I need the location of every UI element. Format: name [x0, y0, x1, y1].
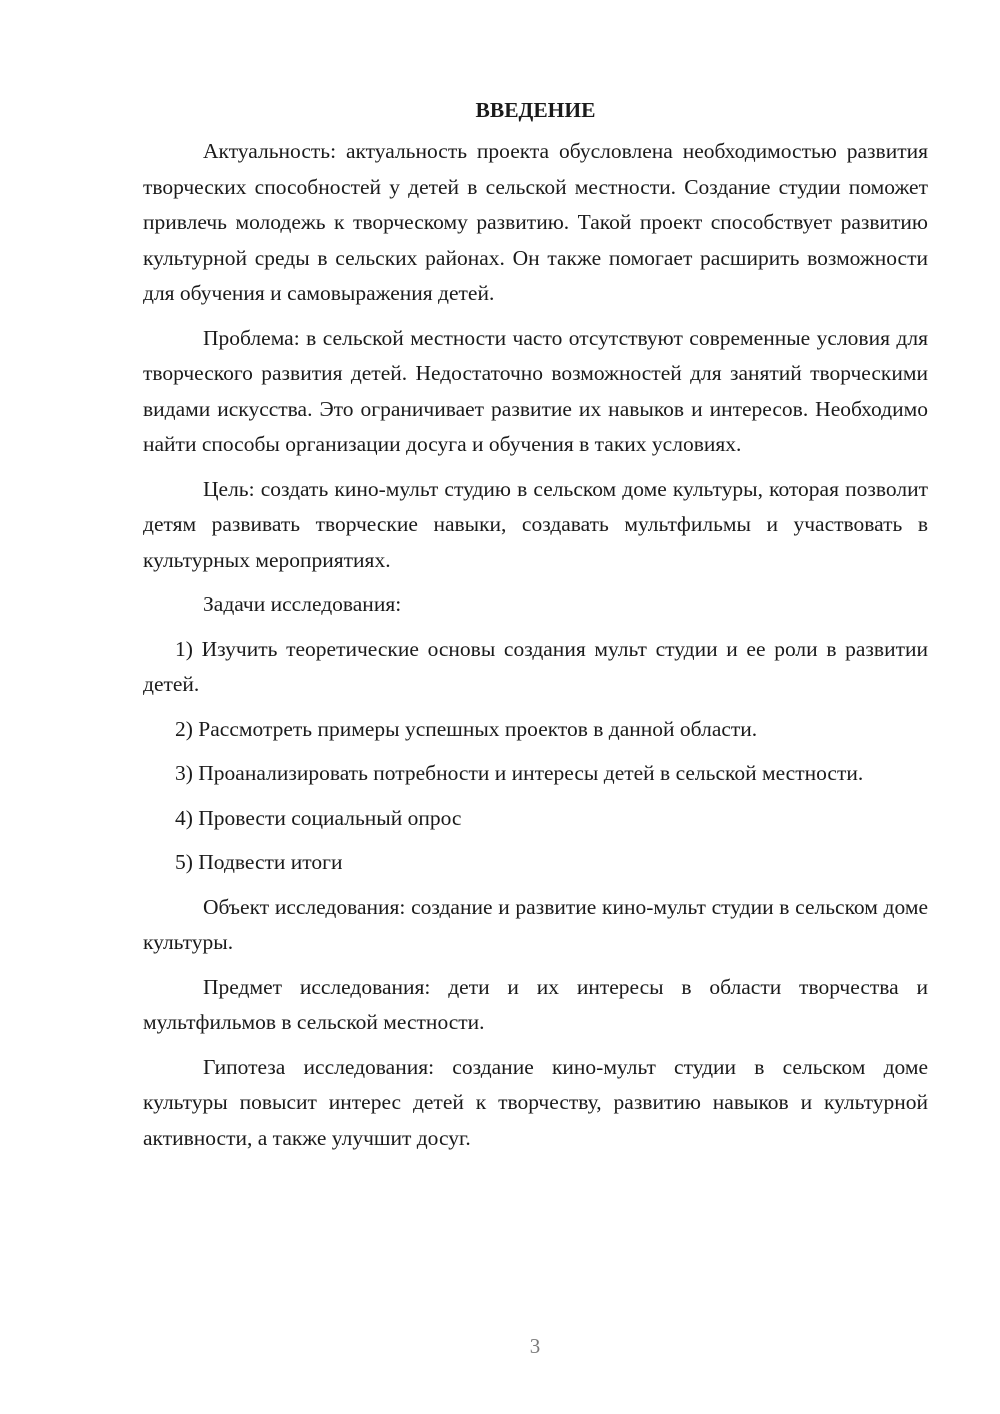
paragraph-object: Объект исследования: создание и развитие кино-мульт студии в сельском доме культуры.	[143, 894, 928, 954]
list-item: 5) Подвести итоги	[175, 850, 343, 874]
list-item: 3) Проанализировать потребности и интересы детей в сельской местности.	[175, 761, 864, 785]
paragraph-goal: Цель: создать кино-мульт студию в сельском доме культуры, которая позволит детям развивать творческие навыки, создавать мультфильмы и участвовать в культурных мероприятиях.	[143, 476, 928, 572]
paragraph-tasks-label: Задачи исследования:	[203, 592, 402, 616]
page-number: 3	[529, 1334, 541, 1358]
section-heading: ВВЕДЕНИЕ	[475, 98, 596, 122]
document-body	[143, 92, 928, 1165]
paragraph-relevance: Актуальность: актуальность проекта обусловлена необходимостью развития творческих способностей у детей в сельской местности. Создание студии поможет привлечь молодежь к творческому развитию. Такой проект способствует развитию культурной среды в сельских районах. Он также помогает расширить возможности для обучения и самовыражения детей.	[143, 139, 928, 305]
paragraph-problem: Проблема: в сельской местности часто отсутствуют современные условия для творческого развития детей. Недостаточно возможностей для занятий творческими видами искусства. Это ограничивает развитие их навыков и интересов. Необходимо найти способы организации досуга и обучения в таких условиях.	[143, 325, 928, 456]
paragraph-subject: Предмет исследования: дети и их интересы в области творчества и мультфильмов в сельской местности.	[143, 974, 928, 1034]
list-item: 4) Провести социальный опрос	[175, 805, 462, 830]
list-item: 2) Рассмотреть примеры успешных проектов в данной области.	[175, 716, 758, 741]
paragraph-hypothesis: Гипотеза исследования: создание кино-мульт студии в сельском доме культуры повысит интерес детей к творчеству, развитию навыков и культурной активности, а также улучшит досуг.	[143, 1054, 928, 1150]
list-item: 1) Изучить теоретические основы создания мульт студии и ее роли в развитии детей.	[143, 636, 928, 696]
